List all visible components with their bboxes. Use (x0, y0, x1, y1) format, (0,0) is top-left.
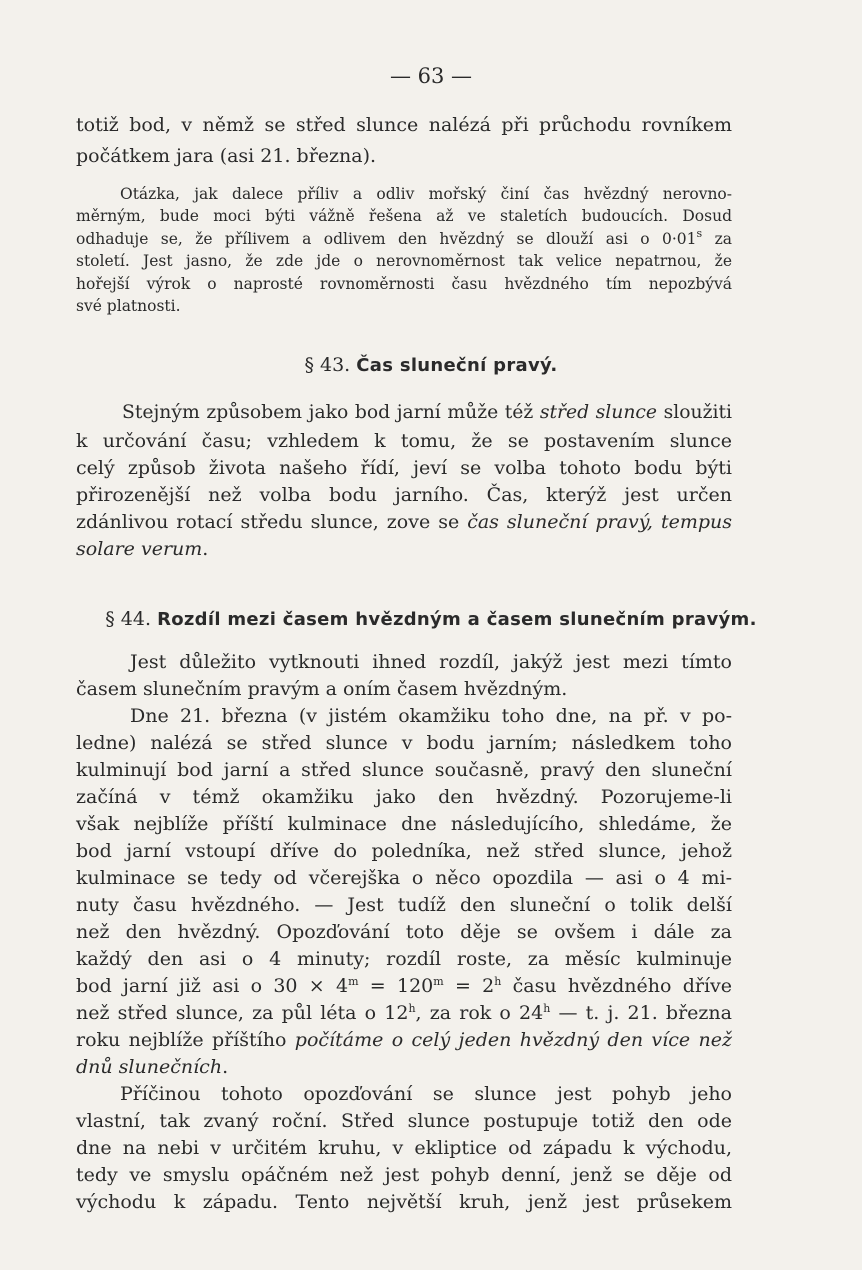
text-line: kulminace se tedy od včerejška o něco opozdila — asi o 4 mi- (76, 867, 732, 889)
text-line: kulminují bod jarní a střed slunce současně, pravý den sluneční (76, 759, 732, 781)
text-line: však nejblíže příští kulminace dne následujícího, shledáme, že (76, 813, 732, 835)
text-line: zdánlivou rotací středu slunce, zove se čas sluneční pravý, tempus (76, 511, 732, 533)
text-line: Dne 21. března (v jistém okamžiku toho dne, na př. v po- (130, 705, 732, 727)
text-line: Stejným způsobem jako bod jarní může též střed slunce sloužiti (122, 402, 733, 423)
section-number: § 44. (105, 608, 152, 630)
note-line: své platnosti. (76, 297, 181, 315)
text-line: k určování času; vzhledem k tomu, že se postavením slunce (76, 430, 732, 452)
note-line: století. Jest jasno, že zde jde o nerovnoměrnost tak velice nepatrnou, že (76, 252, 732, 270)
text-line: roku nejblíže příštího počítáme o celý jeden hvězdný den více než (76, 1029, 732, 1051)
text-line: Jest důležito vytknouti ihned rozdíl, jakýž jest mezi tímto (130, 651, 732, 673)
text-line: Příčinou tohoto opozďování se slunce jest pohyb jeho (120, 1083, 732, 1105)
text-line: celý způsob života našeho řídí, jeví se volba tohoto bodu býti (76, 457, 732, 479)
text-line: východu k západu. Tento největší kruh, jenž jest průsekem (76, 1191, 732, 1213)
section-title: Čas sluneční pravý. (356, 355, 558, 376)
text-line: přirozenější než volba bodu jarního. Čas, kterýž jest určen (76, 484, 732, 506)
text-line: než den hvězdný. Opozďování toto děje se ovšem i dále za (76, 921, 732, 943)
text-line: ledne) nalézá se střed slunce v bodu jarním; následkem toho (76, 732, 732, 754)
text-line: každý den asi o 4 minuty; rozdíl roste, za měsíc kulminuje (76, 948, 732, 970)
note-line: Otázka, jak dalece příliv a odliv mořský činí čas hvězdný nerovno- (120, 185, 732, 203)
text-line: začíná v témž okamžiku jako den hvězdný. Pozorujeme-li (76, 786, 732, 808)
note-line: odhaduje se, že přílivem a odlivem den hvězdný se dlouží asi o $0\cdot 01^s$ za (76, 227, 732, 248)
page-number: — 63 — (389, 64, 473, 88)
text-line: než střed slunce, za půl léta o 12$^h$, za rok o 24$^h$ — t. j. 21. března (76, 1002, 732, 1024)
text-line: vlastní, tak zvaný roční. Střed slunce postupuje totiž den ode (76, 1110, 732, 1132)
section-number: § 43. (304, 354, 351, 376)
section-title: Rozdíl mezi časem hvězdným a časem slunečním pravým. (157, 609, 757, 630)
text-line: bod jarní již asi o $30 \times 4^m = 120^m = 2^h$ času hvězdného dříve (76, 975, 733, 997)
section-heading-44 (0, 608, 862, 630)
text-line: nuty času hvězdného. — Jest tudíž den sluneční o tolik delší (76, 894, 732, 916)
section-heading-43 (0, 354, 862, 376)
text-line: bod jarní vstoupí dříve do poledníka, než střed slunce, jehož (76, 840, 732, 862)
text-line: dne na nebi v určitém kruhu, v ekliptice od západu k východu, (76, 1137, 732, 1159)
text-line: totiž bod, v němž se střed slunce nalézá při průchodu rovníkem (76, 114, 732, 136)
note-line: hořejší výrok o naprosté rovnoměrnosti času hvězdného tím nepozbývá (76, 275, 732, 293)
note-line: měrným, bude moci býti vážně řešena až ve staletích budoucích. Dosud (76, 207, 732, 225)
text-line: dnů slunečních. (76, 1056, 229, 1078)
text-line: počátkem jara (asi 21. března). (76, 145, 377, 167)
text-line: solare verum. (76, 538, 209, 560)
text-line: časem slunečním pravým a oním časem hvězdným. (76, 678, 568, 700)
text-line: tedy ve smyslu opáčném než jest pohyb denní, jenž se děje od (76, 1164, 732, 1186)
